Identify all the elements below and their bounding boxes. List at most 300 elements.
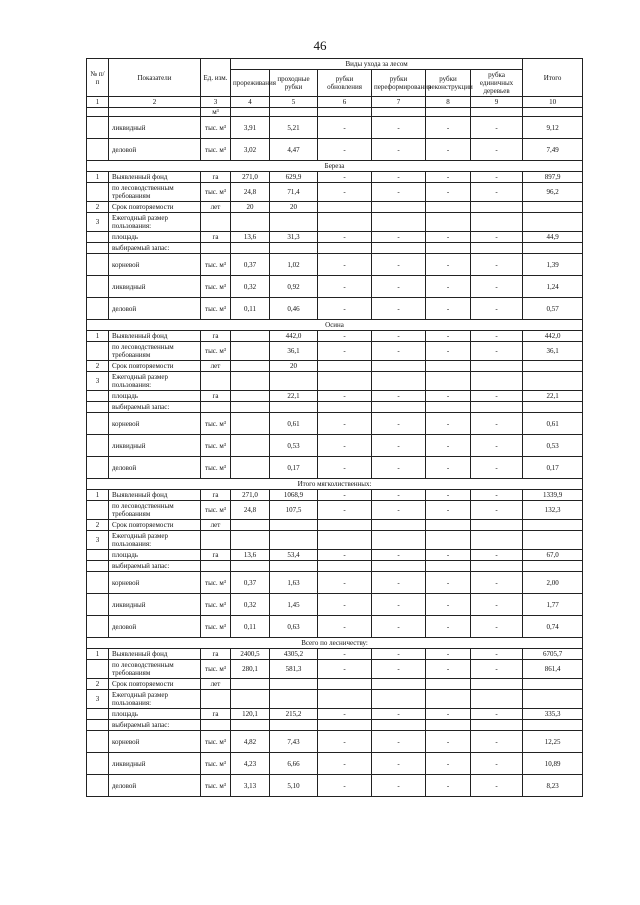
cell-unit: тыс. м³ (201, 753, 231, 775)
cell-indicator: ликвидный (109, 753, 201, 775)
cell-total: 44,9 (523, 232, 583, 243)
table-row (87, 679, 583, 690)
cell-reconstruction-felling: - (426, 753, 471, 775)
table-row (87, 435, 583, 457)
cell-reconstruction-felling: - (426, 139, 471, 161)
cell-indicator (109, 108, 201, 117)
cell-indicator: по лесоводственным требованиям (109, 183, 201, 202)
cell-single-tree-felling: - (471, 660, 523, 679)
cell-passage-felling: 36,1 (270, 342, 318, 361)
cell-passage-felling (270, 520, 318, 531)
cell-renewal-felling: - (318, 254, 372, 276)
cell-unit: тыс. м³ (201, 276, 231, 298)
cell-renewal-felling (318, 520, 372, 531)
column-number: 8 (426, 97, 471, 108)
column-number: 2 (109, 97, 201, 108)
cell-thinning: 3,13 (231, 775, 270, 797)
cell-single-tree-felling (471, 531, 523, 550)
cell-indicator: Выявленный фонд (109, 331, 201, 342)
cell-unit: тыс. м³ (201, 775, 231, 797)
cell-passage-felling: 107,5 (270, 501, 318, 520)
cell-passage-felling (270, 372, 318, 391)
cell-reconstruction-felling (426, 720, 471, 731)
cell-unit: га (201, 172, 231, 183)
cell-renewal-felling: - (318, 660, 372, 679)
cell-num (87, 709, 109, 720)
cell-total: 22,1 (523, 391, 583, 402)
cell-total: 9,12 (523, 117, 583, 139)
cell-single-tree-felling: - (471, 594, 523, 616)
cell-reformation-felling: - (372, 139, 426, 161)
cell-passage-felling (270, 690, 318, 709)
cell-indicator: Ежегодный размер пользования: (109, 372, 201, 391)
cell-num (87, 108, 109, 117)
cell-total (523, 372, 583, 391)
cell-reconstruction-felling: - (426, 172, 471, 183)
column-number: 5 (270, 97, 318, 108)
cell-renewal-felling (318, 561, 372, 572)
cell-num: 1 (87, 490, 109, 501)
cell-total: 1,24 (523, 276, 583, 298)
table-row (87, 690, 583, 709)
cell-reconstruction-felling: - (426, 254, 471, 276)
column-number: 3 (201, 97, 231, 108)
cell-reconstruction-felling: - (426, 457, 471, 479)
cell-indicator: по лесоводственным требованиям (109, 660, 201, 679)
cell-unit: тыс. м³ (201, 731, 231, 753)
cell-passage-felling: 0,61 (270, 413, 318, 435)
header-num: № п/п (87, 59, 109, 97)
cell-reformation-felling: - (372, 572, 426, 594)
cell-thinning (231, 531, 270, 550)
cell-reconstruction-felling: - (426, 572, 471, 594)
cell-reformation-felling (372, 531, 426, 550)
cell-passage-felling: 20 (270, 202, 318, 213)
cell-unit: га (201, 709, 231, 720)
cell-reconstruction-felling (426, 690, 471, 709)
column-number: 9 (471, 97, 523, 108)
cell-single-tree-felling: - (471, 139, 523, 161)
cell-num (87, 117, 109, 139)
cell-unit (201, 372, 231, 391)
cell-indicator: выбираемый запас: (109, 243, 201, 254)
cell-passage-felling: 0,53 (270, 435, 318, 457)
cell-num: 3 (87, 372, 109, 391)
cell-passage-felling (270, 402, 318, 413)
cell-single-tree-felling: - (471, 457, 523, 479)
cell-passage-felling: 53,4 (270, 550, 318, 561)
section-title: Итого мягколиственных: (87, 479, 583, 490)
cell-reformation-felling: - (372, 616, 426, 638)
cell-total (523, 531, 583, 550)
cell-indicator: корневой (109, 572, 201, 594)
cell-num (87, 402, 109, 413)
cell-renewal-felling: - (318, 331, 372, 342)
table-row (87, 402, 583, 413)
cell-passage-felling: 0,92 (270, 276, 318, 298)
cell-num: 1 (87, 649, 109, 660)
cell-thinning (231, 520, 270, 531)
cell-renewal-felling: - (318, 501, 372, 520)
cell-indicator: деловой (109, 139, 201, 161)
table-row (87, 298, 583, 320)
cell-passage-felling (270, 720, 318, 731)
cell-total: 0,53 (523, 435, 583, 457)
cell-total: 132,3 (523, 501, 583, 520)
cell-single-tree-felling (471, 213, 523, 232)
cell-indicator: деловой (109, 298, 201, 320)
cell-indicator: площадь (109, 391, 201, 402)
cell-unit (201, 243, 231, 254)
cell-total: 36,1 (523, 342, 583, 361)
cell-reconstruction-felling (426, 243, 471, 254)
header-column-numbers (87, 97, 583, 108)
cell-unit: тыс. м³ (201, 117, 231, 139)
cell-passage-felling: 1,45 (270, 594, 318, 616)
cell-passage-felling: 581,3 (270, 660, 318, 679)
section-row (87, 479, 583, 490)
cell-reconstruction-felling (426, 520, 471, 531)
section-title: Осина (87, 320, 583, 331)
cell-passage-felling: 0,63 (270, 616, 318, 638)
cell-reformation-felling: - (372, 117, 426, 139)
cell-renewal-felling: - (318, 298, 372, 320)
cell-num (87, 660, 109, 679)
cell-passage-felling (270, 213, 318, 232)
cell-passage-felling: 7,43 (270, 731, 318, 753)
cell-indicator: площадь (109, 232, 201, 243)
cell-renewal-felling: - (318, 709, 372, 720)
cell-thinning (231, 391, 270, 402)
cell-unit (201, 720, 231, 731)
cell-num (87, 276, 109, 298)
cell-reconstruction-felling: - (426, 594, 471, 616)
cell-single-tree-felling (471, 361, 523, 372)
cell-num: 1 (87, 331, 109, 342)
cell-reformation-felling: - (372, 232, 426, 243)
cell-reconstruction-felling: - (426, 490, 471, 501)
table-row (87, 709, 583, 720)
cell-num: 2 (87, 520, 109, 531)
cell-indicator: деловой (109, 457, 201, 479)
page-number: 46 (313, 38, 327, 53)
cell-unit: га (201, 490, 231, 501)
cell-thinning: 120,1 (231, 709, 270, 720)
cell-num: 2 (87, 202, 109, 213)
table-row (87, 213, 583, 232)
cell-reformation-felling: - (372, 550, 426, 561)
cell-single-tree-felling: - (471, 616, 523, 638)
cell-passage-felling: 6,66 (270, 753, 318, 775)
cell-total: 7,49 (523, 139, 583, 161)
cell-unit: га (201, 391, 231, 402)
cell-renewal-felling: - (318, 232, 372, 243)
cell-unit: лет (201, 679, 231, 690)
cell-unit: га (201, 550, 231, 561)
cell-renewal-felling (318, 108, 372, 117)
cell-thinning (231, 342, 270, 361)
cell-thinning: 0,37 (231, 572, 270, 594)
cell-total: 67,0 (523, 550, 583, 561)
cell-reconstruction-felling: - (426, 413, 471, 435)
cell-single-tree-felling: - (471, 731, 523, 753)
cell-passage-felling: 0,17 (270, 457, 318, 479)
cell-single-tree-felling: - (471, 435, 523, 457)
cell-reformation-felling: - (372, 183, 426, 202)
cell-single-tree-felling: - (471, 232, 523, 243)
cell-thinning: 4,82 (231, 731, 270, 753)
cell-num (87, 413, 109, 435)
column-number: 4 (231, 97, 270, 108)
cell-renewal-felling: - (318, 413, 372, 435)
table-row (87, 649, 583, 660)
cell-single-tree-felling: - (471, 172, 523, 183)
cell-unit: тыс. м³ (201, 298, 231, 320)
cell-renewal-felling (318, 213, 372, 232)
cell-reconstruction-felling (426, 679, 471, 690)
cell-renewal-felling: - (318, 435, 372, 457)
cell-total (523, 520, 583, 531)
cell-renewal-felling (318, 243, 372, 254)
cell-thinning (231, 372, 270, 391)
table-row (87, 594, 583, 616)
cell-total: 0,74 (523, 616, 583, 638)
table-row (87, 331, 583, 342)
cell-passage-felling: 71,4 (270, 183, 318, 202)
cell-thinning: 24,8 (231, 183, 270, 202)
cell-thinning (231, 108, 270, 117)
cell-passage-felling: 1068,9 (270, 490, 318, 501)
table-row (87, 572, 583, 594)
cell-unit: м³ (201, 108, 231, 117)
cell-indicator: Срок повторяемости (109, 679, 201, 690)
cell-thinning (231, 402, 270, 413)
cell-reconstruction-felling: - (426, 183, 471, 202)
table-row (87, 183, 583, 202)
cell-indicator: выбираемый запас: (109, 720, 201, 731)
cell-num (87, 572, 109, 594)
header-passage-felling: проходные рубки (270, 70, 318, 97)
table-row (87, 361, 583, 372)
cell-reconstruction-felling: - (426, 331, 471, 342)
cell-thinning: 13,6 (231, 550, 270, 561)
table-row (87, 457, 583, 479)
table-row (87, 172, 583, 183)
header-renewal-felling: рубки обновления (318, 70, 372, 97)
cell-num (87, 139, 109, 161)
cell-reconstruction-felling (426, 372, 471, 391)
cell-renewal-felling: - (318, 594, 372, 616)
cell-reformation-felling: - (372, 709, 426, 720)
cell-single-tree-felling: - (471, 342, 523, 361)
table-row (87, 276, 583, 298)
table-row (87, 561, 583, 572)
cell-renewal-felling: - (318, 391, 372, 402)
cell-thinning: 280,1 (231, 660, 270, 679)
cell-reformation-felling (372, 202, 426, 213)
cell-unit (201, 561, 231, 572)
cell-thinning: 0,11 (231, 616, 270, 638)
cell-num (87, 254, 109, 276)
cell-thinning: 271,0 (231, 172, 270, 183)
cell-single-tree-felling: - (471, 331, 523, 342)
cell-reformation-felling (372, 243, 426, 254)
cell-renewal-felling (318, 402, 372, 413)
cell-num (87, 391, 109, 402)
cell-reconstruction-felling: - (426, 117, 471, 139)
cell-renewal-felling (318, 531, 372, 550)
cell-unit: тыс. м³ (201, 457, 231, 479)
cell-unit (201, 531, 231, 550)
cell-total: 335,3 (523, 709, 583, 720)
cell-reformation-felling: - (372, 649, 426, 660)
cell-reformation-felling: - (372, 331, 426, 342)
cell-total (523, 561, 583, 572)
table-row (87, 232, 583, 243)
cell-reconstruction-felling (426, 561, 471, 572)
cell-total (523, 720, 583, 731)
cell-single-tree-felling: - (471, 550, 523, 561)
forest-care-table-sheet (86, 58, 582, 797)
cell-indicator: корневой (109, 413, 201, 435)
cell-reformation-felling (372, 361, 426, 372)
cell-renewal-felling: - (318, 550, 372, 561)
cell-reconstruction-felling: - (426, 660, 471, 679)
cell-single-tree-felling: - (471, 298, 523, 320)
table-row (87, 520, 583, 531)
cell-unit: га (201, 649, 231, 660)
section-row (87, 161, 583, 172)
cell-reconstruction-felling: - (426, 731, 471, 753)
table-row (87, 372, 583, 391)
cell-num (87, 731, 109, 753)
cell-total: 2,00 (523, 572, 583, 594)
cell-reformation-felling: - (372, 342, 426, 361)
table-row (87, 753, 583, 775)
cell-total: 1,77 (523, 594, 583, 616)
cell-passage-felling: 1,63 (270, 572, 318, 594)
column-number: 7 (372, 97, 426, 108)
cell-thinning (231, 457, 270, 479)
table-row (87, 243, 583, 254)
cell-unit: тыс. м³ (201, 183, 231, 202)
cell-indicator: Срок повторяемости (109, 361, 201, 372)
cell-reformation-felling: - (372, 594, 426, 616)
cell-reformation-felling (372, 520, 426, 531)
cell-reformation-felling: - (372, 753, 426, 775)
cell-total: 6705,7 (523, 649, 583, 660)
cell-reformation-felling (372, 108, 426, 117)
cell-reformation-felling: - (372, 775, 426, 797)
cell-passage-felling (270, 243, 318, 254)
cell-passage-felling: 442,0 (270, 331, 318, 342)
cell-single-tree-felling: - (471, 117, 523, 139)
cell-unit: тыс. м³ (201, 139, 231, 161)
cell-num: 2 (87, 679, 109, 690)
cell-reconstruction-felling (426, 531, 471, 550)
header-total: Итого (523, 59, 583, 97)
cell-reformation-felling: - (372, 731, 426, 753)
cell-reformation-felling (372, 690, 426, 709)
cell-total: 1,39 (523, 254, 583, 276)
cell-num (87, 232, 109, 243)
cell-reconstruction-felling (426, 361, 471, 372)
cell-reconstruction-felling: - (426, 616, 471, 638)
cell-total: 10,89 (523, 753, 583, 775)
cell-unit: лет (201, 361, 231, 372)
cell-passage-felling: 31,3 (270, 232, 318, 243)
cell-single-tree-felling: - (471, 775, 523, 797)
cell-indicator: ликвидный (109, 117, 201, 139)
cell-indicator: по лесоводственным требованиям (109, 342, 201, 361)
cell-single-tree-felling (471, 690, 523, 709)
cell-unit: га (201, 331, 231, 342)
table-row (87, 413, 583, 435)
table-row (87, 202, 583, 213)
cell-thinning (231, 561, 270, 572)
cell-num (87, 594, 109, 616)
cell-unit: лет (201, 520, 231, 531)
cell-reconstruction-felling: - (426, 649, 471, 660)
table-row (87, 490, 583, 501)
cell-num (87, 616, 109, 638)
cell-unit (201, 213, 231, 232)
cell-thinning: 13,6 (231, 232, 270, 243)
table-row (87, 391, 583, 402)
cell-unit: тыс. м³ (201, 572, 231, 594)
cell-total: 0,57 (523, 298, 583, 320)
cell-indicator: деловой (109, 775, 201, 797)
table-body (87, 108, 583, 797)
cell-reformation-felling: - (372, 490, 426, 501)
cell-total (523, 243, 583, 254)
cell-num (87, 435, 109, 457)
table-row (87, 501, 583, 520)
cell-single-tree-felling: - (471, 391, 523, 402)
cell-renewal-felling: - (318, 490, 372, 501)
cell-reconstruction-felling: - (426, 276, 471, 298)
cell-num (87, 243, 109, 254)
cell-single-tree-felling (471, 202, 523, 213)
cell-thinning: 271,0 (231, 490, 270, 501)
cell-reformation-felling (372, 679, 426, 690)
cell-passage-felling: 215,2 (270, 709, 318, 720)
cell-passage-felling: 1,02 (270, 254, 318, 276)
cell-reformation-felling: - (372, 172, 426, 183)
table-row (87, 660, 583, 679)
cell-num (87, 720, 109, 731)
cell-renewal-felling: - (318, 342, 372, 361)
table-header (87, 59, 583, 108)
cell-indicator: выбираемый запас: (109, 561, 201, 572)
cell-renewal-felling: - (318, 775, 372, 797)
cell-unit: тыс. м³ (201, 660, 231, 679)
cell-renewal-felling: - (318, 616, 372, 638)
cell-passage-felling: 629,9 (270, 172, 318, 183)
cell-indicator: выбираемый запас: (109, 402, 201, 413)
cell-indicator: площадь (109, 709, 201, 720)
cell-indicator: Ежегодный размер пользования: (109, 531, 201, 550)
table-row (87, 616, 583, 638)
cell-single-tree-felling (471, 108, 523, 117)
cell-single-tree-felling (471, 520, 523, 531)
cell-reformation-felling: - (372, 457, 426, 479)
cell-total (523, 690, 583, 709)
cell-num (87, 298, 109, 320)
section-row (87, 638, 583, 649)
cell-num: 2 (87, 361, 109, 372)
cell-reconstruction-felling: - (426, 775, 471, 797)
